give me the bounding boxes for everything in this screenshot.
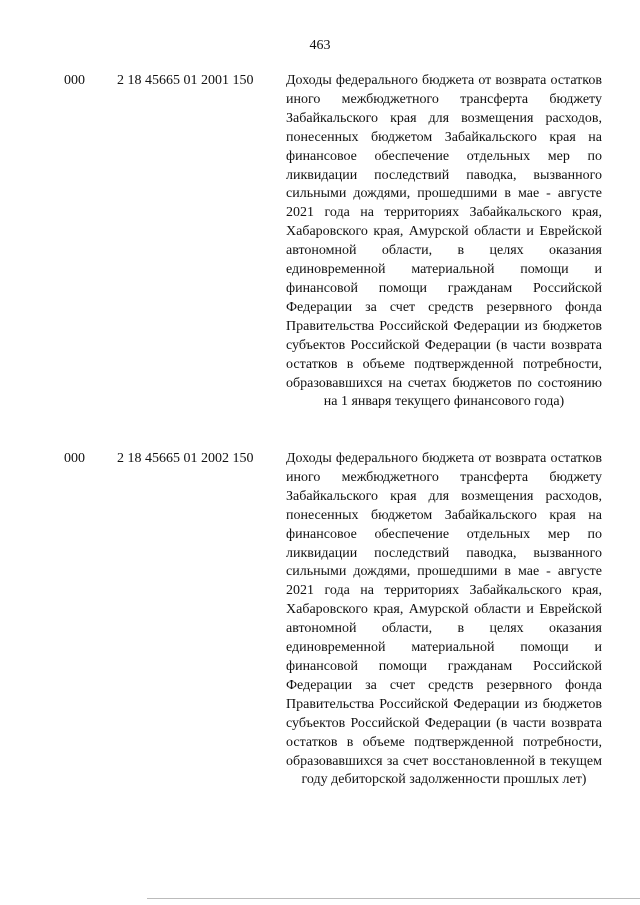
scan-edge-line [147, 898, 640, 899]
revenue-description: Доходы федерального бюджета от возврата остатков иного межбюджетного трансферта бюджету Забайкальского края для возмещения расходов, понесенных бюджетом Забайкальского края на финансовое обеспечение отдельных мер по ликвидации последствий паводка, вызванного сильными дождями, прошедшими в мае - августе 2021 года на территориях Забайкальского края, Хабаровского края, Амурской области и Еврейской автономной области, в целях оказания единовременной материальной помощи и финансовой помощи гражданам Российской Федерации за счет средств резервного фонда Правительства Российской Федерации из бюджетов субъектов Российской Федерации (в части возврата остатков в объеме подтвержденной потребности, образовавшихся за счет восстановленной в текущем году дебиторской задолженности прошлых лет) [286, 451, 602, 788]
admin-code: 000 [64, 451, 85, 466]
page-number: 463 [309, 38, 331, 53]
admin-code: 000 [64, 73, 85, 88]
budget-classification-code: 2 18 45665 01 2001 150 [117, 73, 254, 88]
budget-classification-code: 2 18 45665 01 2002 150 [117, 451, 254, 466]
revenue-description: Доходы федерального бюджета от возврата остатков иного межбюджетного трансферта бюджету Забайкальского края для возмещения расходов, понесенных бюджетом Забайкальского края на финансовое обеспечение отдельных мер по ликвидации последствий паводка, вызванного сильными дождями, прошедшими в мае - августе 2021 года на территориях Забайкальского края, Хабаровского края, Амурской области и Еврейской автономной области, в целях оказания единовременной материальной помощи и финансовой помощи гражданам Российской Федерации за счет средств резервного фонда Правительства Российской Федерации из бюджетов субъектов Российской Федерации (в части возврата остатков в объеме подтвержденной потребности, образовавшихся на счетах бюджетов по состоянию на 1 января текущего финансового года) [286, 73, 602, 410]
